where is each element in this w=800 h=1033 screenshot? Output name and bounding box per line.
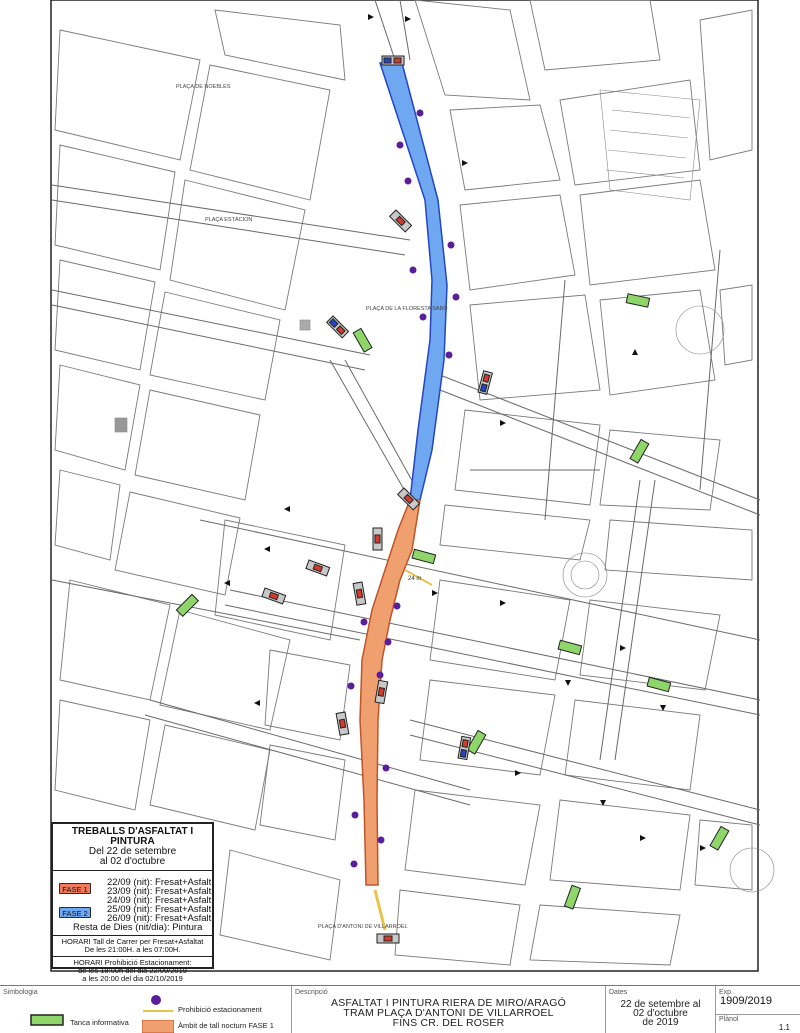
schedule-line: 26/09 (nit): Fresat+Asfalt <box>107 913 212 924</box>
hours-cut-1: HORARI Tall de Carrer per Fresat+Asfaltat <box>61 937 204 946</box>
fence-legend-label: Tanca informativa <box>70 1018 129 1027</box>
parking-dot <box>377 672 384 679</box>
parking-dot <box>383 765 390 772</box>
schedule-rest: Resta de Dies (nit/dia): Pintura <box>73 922 203 933</box>
parking-dot <box>448 242 455 249</box>
parking-dot <box>446 352 453 359</box>
plano-caption: Plànol <box>719 1016 739 1023</box>
description-caption: Descripció <box>295 989 328 996</box>
legend-title: TREBALLS D'ASFALTAT I PINTURA <box>71 826 194 847</box>
parking-legend-label: Prohibició estacionament <box>178 1005 262 1014</box>
legend-box <box>51 822 214 983</box>
schedule-line: 25/09 (nit): Fresat+Asfalt <box>107 904 212 915</box>
parking-dot <box>378 837 385 844</box>
parking-dot <box>351 861 358 868</box>
title-block <box>0 985 800 1033</box>
schedule-line: 24/09 (nit): Fresat+Asfalt <box>107 895 212 906</box>
hours-parking-2: de les 18:00h del dia 22/09/2019 <box>78 966 187 975</box>
dates-cell <box>606 986 716 1033</box>
description-cell <box>292 986 606 1033</box>
symbology-caption: Simbologia <box>3 989 38 996</box>
street-label: PLAÇA DE NOEBLES <box>176 84 231 90</box>
street-label: PLAÇA ESTÀCION <box>205 217 253 223</box>
description-line-3: FINS CR. DEL ROSER <box>392 1017 505 1029</box>
parking-dot <box>417 110 424 117</box>
parking-dot <box>394 603 401 610</box>
hours-cut-2: De les 21:00H. a les 07:00H. <box>84 945 181 954</box>
parking-legend-line-icon <box>143 1008 173 1014</box>
dates-line-3: de 2019 <box>642 1017 679 1028</box>
exp-caption: Exp. <box>719 989 734 996</box>
parking-dot <box>453 294 460 301</box>
legend-period-2: al 02 d'octubre <box>99 856 166 867</box>
dates-line-1: 22 de setembre al <box>620 999 701 1010</box>
cut-legend-label: Àmbit de tall nocturn FASE 1 <box>178 1021 274 1030</box>
fence-legend-icon <box>30 1013 64 1027</box>
schedule-line: 22/09 (nit): Fresat+Asfalt <box>107 877 212 888</box>
dates-line-2: 02 d'octubre <box>633 1008 688 1019</box>
schedule-line: 23/09 (nit): Fresat+Asfalt <box>107 886 212 897</box>
street-label: PLAÇA D'ANTONI DE VILLARROEL <box>318 924 408 930</box>
annotation-24m: 24 m <box>408 576 422 582</box>
phase1-chip: FASE 1 <box>59 883 91 894</box>
parking-dot <box>420 314 427 321</box>
symbology-cell <box>0 986 292 1033</box>
description-line-1: ASFALTAT I PINTURA RIERA DE MIRO/ARAGÓ <box>331 997 566 1009</box>
legend-phases <box>53 871 212 953</box>
hours-parking <box>53 956 212 983</box>
description-line-2: TRAM PLAÇA D'ANTONI DE VILLARROEL <box>343 1007 554 1019</box>
legend-period-1: Del 22 de setembre <box>88 846 177 857</box>
street-label: PLAÇA DE LA FLORESTA SABO <box>366 306 448 312</box>
hours-parking-3: a les 20:00 del dia 02/10/2019 <box>82 974 183 983</box>
parking-dot <box>352 812 359 819</box>
parking-dot <box>405 178 412 185</box>
exp-cell <box>716 986 800 1033</box>
plano-value: 1.1 <box>778 1023 790 1032</box>
phase2-chip: FASE 2 <box>59 907 91 918</box>
dates-caption: Dates <box>609 989 628 996</box>
parking-dot <box>348 683 355 690</box>
cut-legend-icon <box>142 1020 174 1033</box>
hours-parking-1: HORARI Prohibició Estacionament: <box>73 958 192 967</box>
parking-dot <box>385 639 392 646</box>
parking-dot <box>397 142 404 149</box>
parking-legend-icon <box>150 994 162 1006</box>
parking-dot <box>410 267 417 274</box>
exp-value: 1909/2019 <box>720 995 772 1007</box>
parking-dot <box>361 619 368 626</box>
